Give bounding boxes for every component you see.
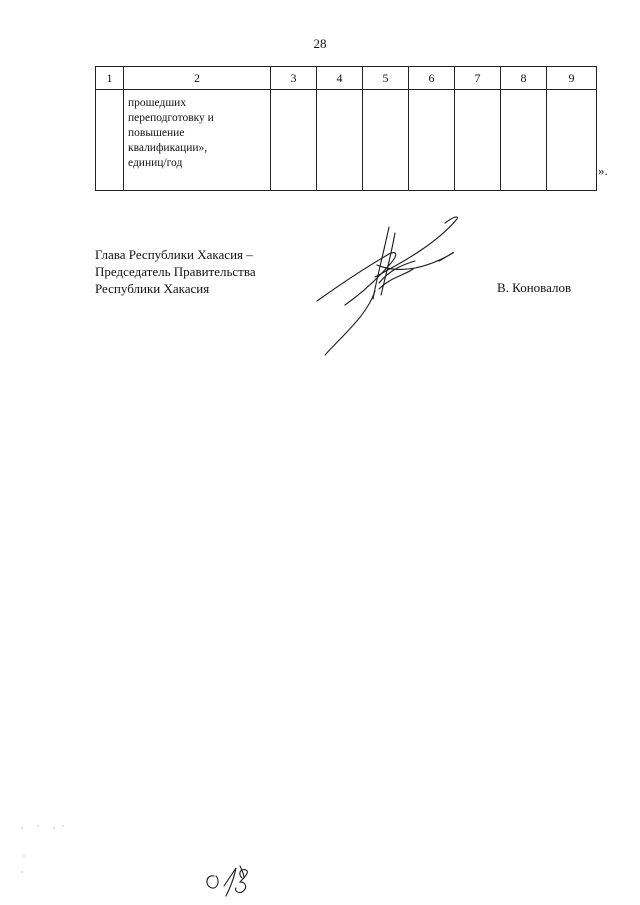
indicator-text-line: единиц/год — [128, 157, 183, 169]
table-header-cell: 5 — [363, 67, 409, 90]
table-cell-indicator — [124, 90, 271, 191]
handwritten-initials — [200, 862, 260, 902]
signer-name: В. Коновалов — [497, 280, 572, 295]
table-header-cell: 8 — [501, 67, 547, 90]
table-cell — [501, 90, 547, 191]
signature-stroke — [373, 227, 389, 299]
indicator-text-line: повышение — [128, 127, 185, 139]
indicator-text-line: квалификации», — [128, 142, 208, 154]
signatory-title — [95, 246, 256, 297]
signatory-title-line: Председатель Правительства — [95, 264, 256, 279]
table-cell — [271, 90, 317, 191]
signature-stroke — [317, 253, 396, 305]
table-cell — [409, 90, 455, 191]
page-number: 28 — [313, 36, 327, 51]
handwritten-signature — [305, 205, 475, 365]
initials-stroke — [235, 870, 247, 893]
signature-stroke — [325, 291, 375, 355]
signatory-title-line: Глава Республики Хакасия – — [95, 247, 253, 262]
signatory-title-line: Республики Хакасия — [95, 281, 210, 296]
table-cell — [96, 90, 124, 191]
table-header-cell: 7 — [455, 67, 501, 90]
table-header-cell: 9 — [547, 67, 597, 90]
table-header-cell: 1 — [96, 67, 124, 90]
table-cell — [363, 90, 409, 191]
indicator-text-line: переподготовку и — [128, 112, 214, 124]
table-header-cell: 2 — [124, 67, 271, 90]
table-header-cell: 6 — [409, 67, 455, 90]
closing-quote-mark: ». — [598, 163, 608, 178]
table-header-cell: 3 — [271, 67, 317, 90]
initials-stroke — [207, 876, 218, 888]
table-cell — [547, 90, 597, 191]
table-row — [96, 90, 597, 191]
table-header-row — [96, 67, 597, 90]
scan-dot-marks — [18, 822, 78, 877]
indicator-text-line: прошедших — [128, 97, 187, 109]
table-cell — [455, 90, 501, 191]
table-cell — [317, 90, 363, 191]
table-header-cell: 4 — [317, 67, 363, 90]
data-table — [95, 66, 597, 191]
initials-stroke — [224, 868, 236, 896]
